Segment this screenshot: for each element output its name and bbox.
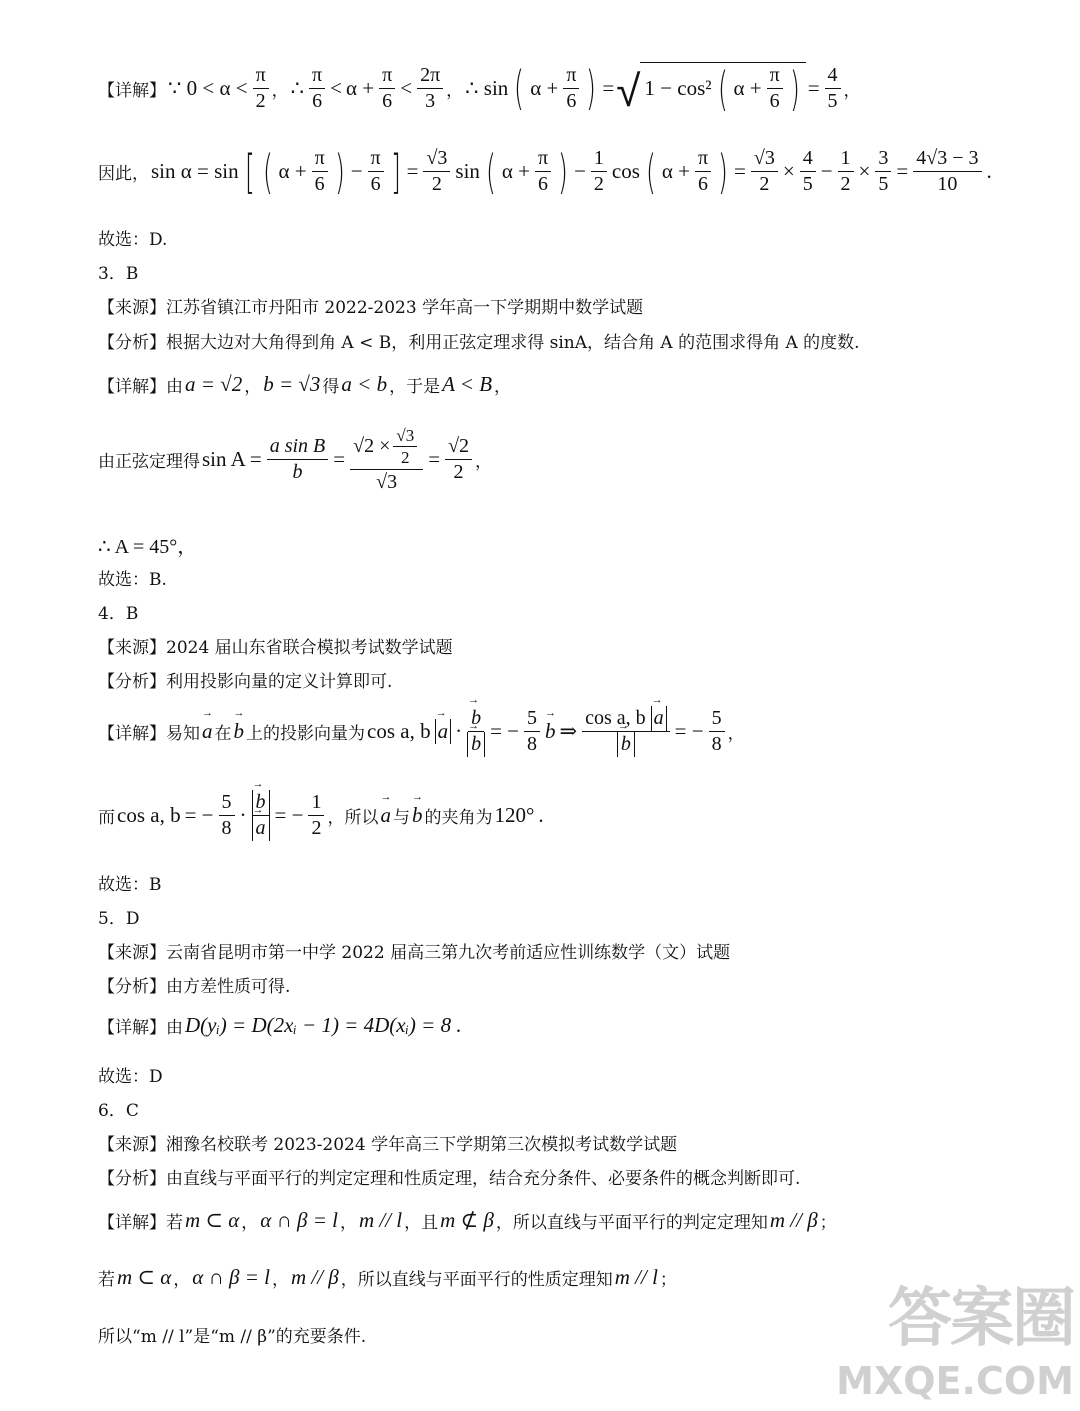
q4-detail-line2: 而 cos a, b = − $\frac{5}{8}$ · → b → a = − $\frac{1}{2}$ ，所以 → a 与 → b 的夹角为 120° . xyxy=(98,790,546,841)
q4-analysis: 【分析】利用投影向量的定义计算即可. xyxy=(98,672,393,692)
q3-conclusion: ∴ A = 45°， xyxy=(98,536,198,558)
q6-detail-line1: 【详解】若 m ⊂ α ， α ∩ β = l ， m // l ，且 m ⊄ β ，所以直线与平面平行的判定定理知 m // β ； xyxy=(98,1208,837,1233)
q3-source: 【来源】江苏省镇江市丹阳市 2022-2023 学年高一下学期期中数学试题 xyxy=(98,298,644,318)
q5-number: 5．D xyxy=(98,909,140,929)
q5-detail: 【详解】由 D(yᵢ) = D(2xᵢ − 1) = 4D(xᵢ) = 8 . xyxy=(98,1013,462,1038)
watermark-logo: 答案圈 MXQE.COM xyxy=(836,1282,1074,1403)
q4-source: 【来源】2024 届山东省联合模拟考试数学试题 xyxy=(98,638,453,658)
sqrt-expression: √ 1 − cos² ( α + $\frac{\pi}{6}$ ) xyxy=(616,62,805,114)
q2-answer: 故选：D. xyxy=(98,230,168,250)
q6-source: 【来源】湘豫名校联考 2023-2024 学年高三下学期第三次模拟考试数学试题 xyxy=(98,1135,678,1155)
detail-label: 【详解】 xyxy=(98,80,166,101)
q4-detail-line1: 【详解】易知 → a 在 → b 上的投影向量为 cos a, b → a · → b → b = − $\frac{5}{8}$ → b ⇒ cos a, b → a → b = − $\frac{5}{8}$ ， xyxy=(98,706,745,757)
q5-source: 【来源】云南省昆明市第一中学 2022 届高三第九次考前适应性训练数学（文）试题 xyxy=(98,943,731,963)
q4-answer: 故选：B xyxy=(98,875,162,895)
q4-number: 4．B xyxy=(98,604,139,624)
q6-analysis: 【分析】由直线与平面平行的判定定理和性质定理，结合充分条件、必要条件的概念判断即可. xyxy=(98,1169,801,1189)
q2-detail-line1: 【详解】 ∵ 0 < α < $\frac{\pi}{2}$ ， ∴ $\frac{\pi}{6}$ < α + $\frac{\pi}{6}$ < $\frac{2\pi}{3}$ ， ∴ sin ( α + $\frac{\pi}{6}$ ) = √ 1 − cos² ( α + $\frac{\pi}{6}$ ) = $\frac{4}{5}$ ， xyxy=(98,61,861,117)
fraction: $\frac{\pi}{2}$ xyxy=(253,63,269,114)
compound-fraction: √2 × $\frac{√3}{2}$ √3 xyxy=(350,425,423,495)
q6-detail-line2: 若 m ⊂ α ， α ∩ β = l ， m // β ，所以直线与平面平行的性质定理知 m // l ； xyxy=(98,1265,677,1290)
q6-final: 所以“m // l”是“m // β”的充要条件. xyxy=(98,1327,367,1347)
q3-number: 3．B xyxy=(98,264,139,284)
q5-answer: 故选：D xyxy=(98,1067,163,1087)
result-fraction: $\frac{4√3 - 3}{10}$ xyxy=(913,146,981,197)
q3-detail-line2: 由正弦定理得 sin A = $\frac{\text{a sin B}}{b}$ = √2 × $\frac{√3}{2}$ √3 = $\frac{√2}{2}$ ， xyxy=(98,426,493,493)
q2-detail-line2: 因此， sin α = sin [ ( α + $\frac{\pi}{6}$ ) − $\frac{\pi}{6}$ ] = $\frac{√3}{2}$ sin ( α + $\frac{\pi}{6}$ ) − $\frac{1}{2}$ cos ( α + $\frac{\pi}{6}$ ) = $\frac{√3}{2}$ × $\frac{4}{5}$ − $\frac{1}{2}$ × $\frac{3}{5}$ = $\frac{4√3 - 3}{10}$ . xyxy=(98,144,992,199)
q3-analysis: 【分析】根据大边对大角得到角 A < B，利用正弦定理求得 sinA，结合角 A 的范围求得角 A 的度数. xyxy=(98,333,860,353)
q3-detail-line1: 【详解】由 a = √2 ， b = √3 得 a < b ，于是 A < B ， xyxy=(98,372,512,397)
q5-analysis: 【分析】由方差性质可得. xyxy=(98,977,291,997)
q3-answer: 故选：B. xyxy=(98,570,167,590)
q6-number: 6．C xyxy=(98,1101,139,1121)
